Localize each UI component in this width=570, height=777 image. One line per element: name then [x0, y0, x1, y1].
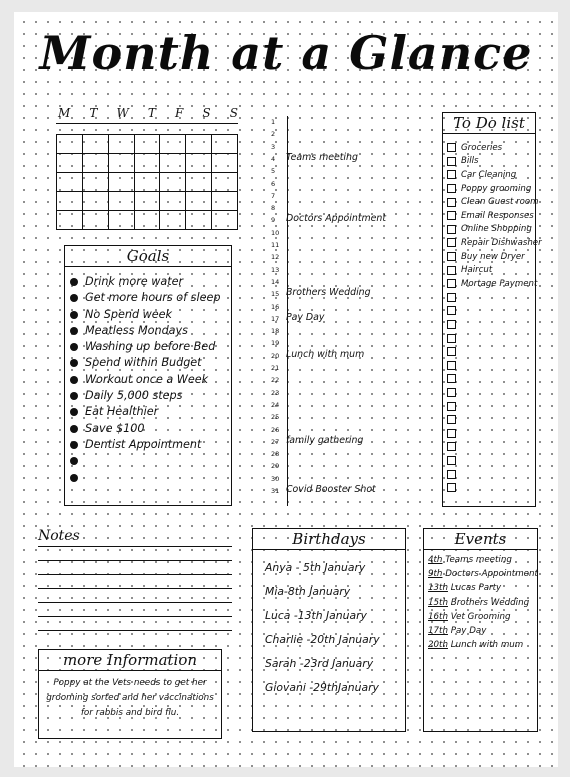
todo-box	[442, 112, 542, 507]
event-item	[428, 640, 523, 650]
notes-line	[38, 560, 232, 561]
bullet-dot-icon	[70, 441, 78, 449]
day-event: Teams meeting	[286, 151, 358, 163]
birthday-item: Giovani -29thJanuary	[265, 681, 379, 694]
day-event: Lunch with mum	[286, 348, 365, 360]
day-number: 27	[271, 437, 280, 446]
notes-line	[38, 630, 232, 631]
day-event: Brothers Wedding	[286, 287, 371, 299]
todo-item[interactable]	[447, 277, 542, 291]
goal-text: Meatless Mondays	[85, 323, 188, 337]
event-item	[428, 583, 501, 593]
day-number: 8	[271, 204, 276, 213]
day-event: family gathering	[286, 434, 364, 446]
notes-line	[38, 588, 232, 589]
checkbox-icon[interactable]	[447, 442, 456, 451]
checkbox-icon[interactable]	[447, 198, 456, 207]
checkbox-icon[interactable]	[447, 402, 456, 411]
checkbox-icon[interactable]	[447, 415, 456, 424]
weekday-label: S	[229, 106, 238, 120]
day-number: 14	[271, 277, 280, 286]
day-number: 30	[271, 474, 280, 483]
event-item	[428, 626, 486, 636]
birthdays-box	[252, 528, 406, 732]
todo-item[interactable]	[447, 345, 542, 359]
goal-text: Save $100	[85, 421, 145, 435]
todo-text: Haircut	[461, 265, 493, 276]
day-number: 19	[271, 339, 280, 348]
goal-item	[69, 404, 220, 420]
todo-text: Car Cleaning	[461, 169, 517, 180]
checkbox-icon[interactable]	[447, 211, 456, 220]
goal-text: Spend within Budget	[85, 356, 202, 370]
event-date: 4th	[428, 555, 443, 565]
todo-item[interactable]	[447, 426, 542, 440]
goal-text: Daily 5,000 steps	[85, 389, 183, 403]
todo-item[interactable]	[447, 195, 542, 209]
event-item	[428, 598, 529, 608]
goal-item	[69, 339, 220, 355]
todo-item[interactable]	[447, 481, 542, 495]
todo-text: Groceries	[461, 142, 503, 153]
todo-text: Buy new Dryer	[461, 251, 525, 262]
todo-text: Bills	[461, 156, 479, 167]
weekday-underline	[56, 123, 238, 124]
day-number: 5	[271, 167, 276, 176]
event-text: Vet Grooming	[447, 611, 511, 622]
event-date: 20th	[428, 640, 448, 651]
checkbox-icon[interactable]	[447, 293, 456, 302]
todo-item[interactable]	[447, 182, 542, 196]
goal-text: Washing up before Bed	[85, 340, 216, 354]
goals-heading: Goals	[65, 246, 231, 267]
page-title: Month at a Glance	[39, 26, 533, 80]
event-date: 9th	[428, 569, 443, 580]
bullet-dot-icon	[70, 278, 78, 286]
day-number: 21	[271, 364, 280, 372]
goal-text: No Spend week	[85, 307, 172, 321]
checkbox-icon[interactable]	[447, 374, 456, 383]
goal-item	[69, 437, 220, 453]
day-number: 24	[271, 400, 280, 409]
birthdays-heading: Birthdays	[253, 529, 405, 550]
todo-item[interactable]	[447, 440, 542, 454]
day-event: Doctors Appointment	[286, 213, 387, 225]
todo-item[interactable]	[447, 359, 542, 373]
birthday-item: Charlie -20th January	[265, 633, 380, 646]
bullet-dot-icon	[70, 457, 78, 465]
day-number: 20	[271, 351, 280, 360]
day-number: 23	[271, 388, 280, 397]
checkbox-icon[interactable]	[447, 347, 456, 356]
goal-text: Eat Healthier	[85, 405, 159, 419]
todo-item[interactable]	[447, 331, 542, 345]
checkbox-icon[interactable]	[447, 252, 456, 261]
checkbox-icon[interactable]	[447, 184, 456, 193]
todo-item[interactable]	[447, 318, 542, 332]
bullet-dot-icon	[70, 311, 78, 319]
event-text: Brothers Wedding	[447, 597, 530, 608]
planner-page	[14, 12, 558, 767]
day-number: 26	[271, 425, 280, 434]
checkbox-icon[interactable]	[447, 388, 456, 397]
event-text: Lucas Party	[447, 583, 502, 594]
event-text: Teams meeting	[442, 555, 512, 565]
notes-line	[38, 616, 232, 617]
event-text: Doctors Appointment	[442, 569, 538, 580]
weekday-label: S	[202, 106, 211, 120]
weekday-label: F	[174, 106, 184, 120]
checkbox-icon[interactable]	[447, 143, 456, 152]
day-number: 17	[271, 314, 280, 323]
checkbox-icon[interactable]	[447, 279, 456, 288]
todo-item[interactable]	[447, 223, 542, 237]
event-item	[428, 569, 538, 579]
goals-box	[64, 245, 232, 506]
goal-item	[69, 323, 220, 339]
bullet-dot-icon	[70, 408, 78, 416]
checkbox-icon[interactable]	[447, 157, 456, 166]
event-date: 17th	[428, 626, 448, 636]
notes-line	[38, 546, 232, 547]
more-info-text: Poppy at the Vets needs to get her grooming sorted and her vaccinations for rabbis and bird flu.	[46, 678, 214, 718]
todo-text: Online Shopping	[461, 224, 532, 235]
event-item	[428, 612, 511, 622]
day-number: 22	[271, 376, 280, 385]
checkbox-icon[interactable]	[447, 334, 456, 343]
day-number: 2	[271, 130, 276, 139]
todo-item[interactable]	[447, 168, 542, 182]
todo-text: Email Responses	[461, 210, 534, 221]
checkbox-icon[interactable]	[447, 306, 456, 315]
checkbox-icon[interactable]	[447, 483, 456, 492]
weekday-label: T	[147, 106, 156, 120]
event-date: 16th	[428, 611, 448, 622]
notes-line	[38, 602, 232, 603]
events-heading: Events	[424, 529, 537, 550]
checkbox-icon[interactable]	[447, 361, 456, 370]
bullet-dot-icon	[70, 474, 78, 482]
checkbox-icon[interactable]	[447, 225, 456, 234]
event-text: Lunch with mum	[447, 640, 524, 651]
todo-item[interactable]	[447, 399, 542, 413]
todo-item[interactable]	[447, 209, 542, 223]
todo-item[interactable]	[447, 304, 542, 318]
todo-item[interactable]	[447, 141, 542, 155]
goal-text: Dentist Appointment	[85, 437, 202, 451]
goal-item	[69, 372, 220, 388]
weekday-label: T	[89, 106, 98, 120]
todo-text: Clean Guest room	[461, 197, 539, 208]
event-item	[428, 555, 512, 565]
event-date: 13th	[428, 583, 448, 594]
checkbox-icon[interactable]	[447, 238, 456, 247]
day-number: 16	[271, 302, 280, 311]
goals-list	[69, 274, 220, 486]
bullet-dot-icon	[70, 376, 78, 384]
todo-list	[447, 141, 542, 494]
checkbox-icon[interactable]	[447, 429, 456, 438]
day-number: 3	[271, 142, 276, 151]
events-box	[423, 528, 538, 732]
todo-item[interactable]	[447, 236, 542, 250]
day-number: 4	[271, 154, 276, 163]
goal-text: Drink more water	[85, 275, 184, 288]
bullet-dot-icon	[70, 327, 78, 335]
goal-item	[69, 290, 220, 306]
day-number: 13	[271, 265, 280, 274]
todo-item[interactable]	[447, 155, 542, 169]
day-number: 12	[271, 253, 280, 262]
goal-text: Get more hours of sleep	[85, 291, 221, 305]
checkbox-icon[interactable]	[447, 266, 456, 275]
notes-line	[38, 574, 232, 575]
birthday-item: Anya - 5th January	[265, 561, 366, 574]
goal-item	[69, 470, 220, 486]
todo-text: Repair Dishwasher	[461, 237, 542, 248]
todo-item[interactable]	[447, 467, 542, 481]
day-number: 10	[271, 228, 280, 237]
goal-item	[69, 274, 220, 290]
weekday-label: W	[116, 106, 129, 120]
more-info-heading: more Information	[39, 650, 221, 671]
goal-text: Workout once a Week	[85, 372, 209, 386]
bullet-dot-icon	[70, 294, 78, 302]
bullet-dot-icon	[70, 359, 78, 367]
birthday-item: Sarah -23rd January	[265, 657, 374, 670]
day-number: 11	[271, 241, 280, 249]
todo-item[interactable]	[447, 263, 542, 277]
day-number: 29	[271, 462, 280, 471]
day-number: 15	[271, 290, 280, 299]
day-event: Covid Booster Shot	[286, 484, 376, 495]
day-number: 28	[271, 450, 280, 459]
day-number: 7	[271, 191, 276, 200]
todo-item[interactable]	[447, 454, 542, 468]
checkbox-icon[interactable]	[447, 470, 456, 479]
bullet-dot-icon	[70, 425, 78, 433]
weekday-labels	[58, 106, 238, 120]
bullet-dot-icon	[70, 343, 78, 351]
day-number: 25	[271, 413, 280, 422]
todo-item[interactable]	[447, 372, 542, 386]
todo-item[interactable]	[447, 291, 542, 305]
day-number: 6	[271, 179, 276, 188]
checkbox-icon[interactable]	[447, 170, 456, 179]
day-number: 9	[271, 216, 276, 225]
day-event: Pay Day	[286, 311, 325, 323]
more-info-box	[38, 649, 222, 739]
event-text: Pay Day	[447, 626, 487, 636]
day-number: 1	[271, 118, 276, 126]
goal-item	[69, 388, 220, 404]
goal-item	[69, 355, 220, 371]
notes-heading: Notes	[38, 528, 80, 544]
weekday-label: M	[58, 106, 71, 120]
todo-heading: To Do list	[443, 113, 535, 134]
goal-item	[69, 421, 220, 437]
birthday-item: Luca -13th January	[265, 609, 367, 622]
day-number: 18	[271, 327, 280, 336]
event-date: 15th	[428, 597, 448, 608]
todo-text: Poppy grooming	[461, 183, 532, 194]
todo-text: Mortage Payment	[461, 278, 538, 289]
day-number: 31	[271, 487, 280, 495]
checkbox-icon[interactable]	[447, 456, 456, 465]
todo-item[interactable]	[447, 386, 542, 400]
checkbox-icon[interactable]	[447, 320, 456, 329]
calendar-grid	[56, 134, 238, 230]
birthday-item: Mia-8th January	[265, 585, 351, 598]
goal-item	[69, 307, 220, 323]
todo-item[interactable]	[447, 250, 542, 264]
bullet-dot-icon	[70, 392, 78, 400]
todo-item[interactable]	[447, 413, 542, 427]
goal-item	[69, 453, 220, 469]
